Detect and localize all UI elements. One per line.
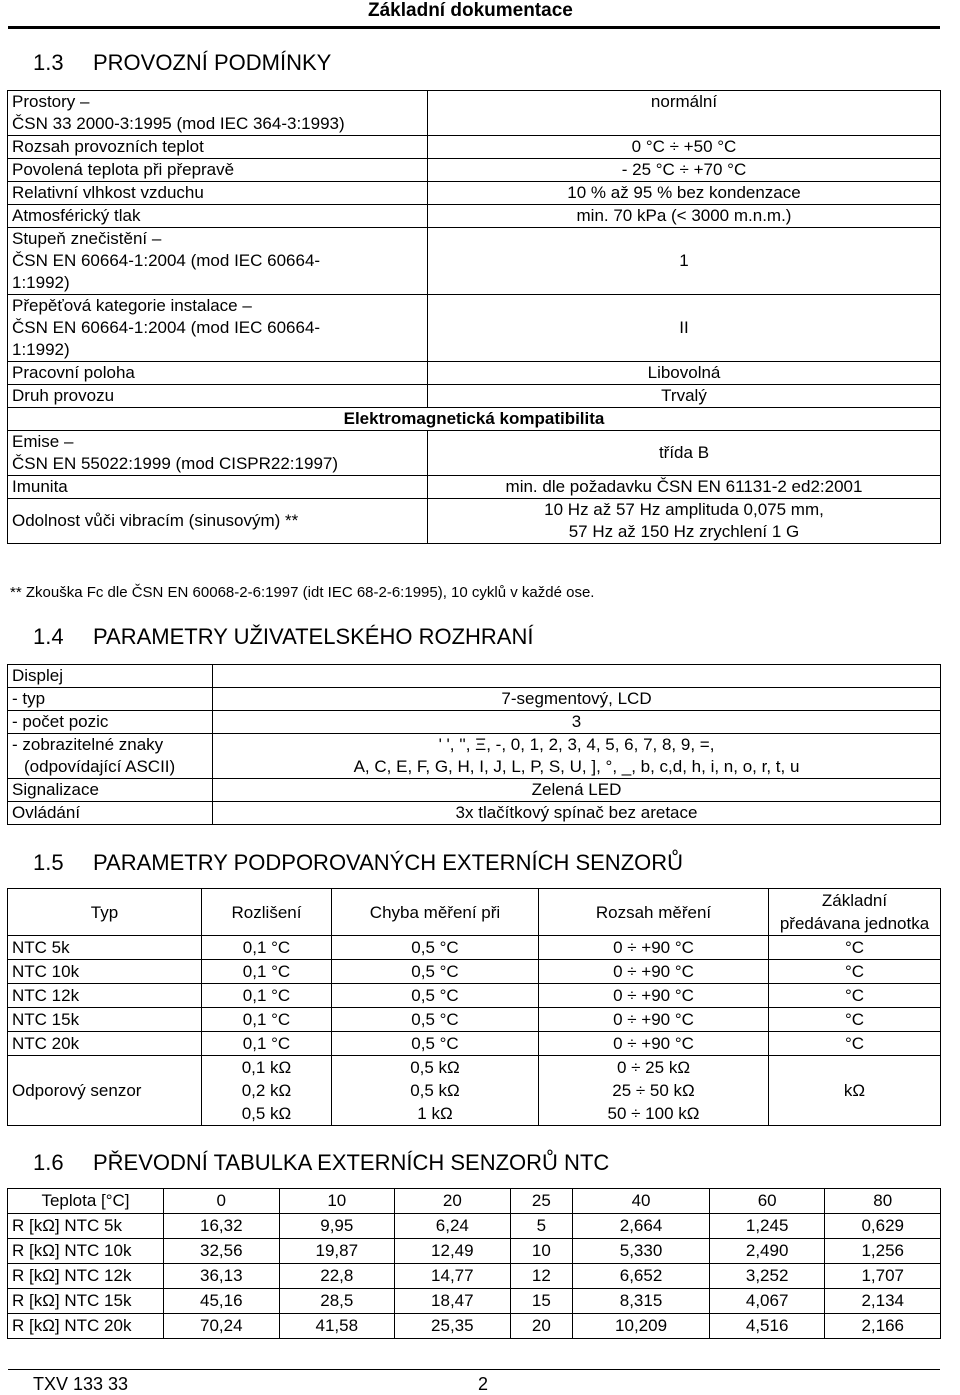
label-cell: Displej xyxy=(8,665,213,688)
label-cell: Přepěťová kategorie instalace – ČSN EN 60664-1:2004 (mod IEC 60664- 1:1992) xyxy=(8,295,428,362)
value-cell xyxy=(213,665,941,688)
cell: 18,47 xyxy=(395,1289,511,1314)
label-cell: Atmosférický tlak xyxy=(8,205,428,228)
cell: R [kΩ] NTC 5k xyxy=(8,1214,164,1239)
value-cell: ' ', '', Ξ, -, 0, 1, 2, 3, 4, 5, 6, 7, 8, 9, =, A, C, E, F, G, H, I, J, L, P, S, U, ], °, _, b, c,d, h, i, n, o, r, t, u xyxy=(213,734,941,779)
cell: NTC 10k xyxy=(8,960,202,984)
cell: kΩ xyxy=(769,1056,941,1126)
table-row xyxy=(8,960,941,984)
table-row xyxy=(8,1289,941,1314)
footer-rule xyxy=(8,1369,940,1370)
cell: 70,24 xyxy=(164,1314,280,1339)
label-cell: - zobrazitelné znaky (odpovídající ASCII) xyxy=(8,734,213,779)
table-row xyxy=(8,295,941,362)
table-row xyxy=(8,802,941,825)
cell: 15 xyxy=(510,1289,573,1314)
cell: 0 ÷ +90 °C xyxy=(539,936,769,960)
value-cell: 1 xyxy=(428,228,941,295)
column-header: Teplota [°C] xyxy=(8,1189,164,1214)
user-interface-table xyxy=(7,664,941,825)
value-cell: 3 xyxy=(213,711,941,734)
section-number: 1.4 xyxy=(33,624,64,649)
cell: Odporový senzor xyxy=(8,1056,202,1126)
cell: 0,1 °C xyxy=(202,1008,332,1032)
cell: °C xyxy=(769,984,941,1008)
table-row xyxy=(8,665,941,688)
cell: 10 xyxy=(510,1239,573,1264)
value-cell: min. dle požadavku ČSN EN 61131-2 ed2:2001 xyxy=(428,476,941,499)
cell: 0 ÷ +90 °C xyxy=(539,1008,769,1032)
section-title: PŘEVODNÍ TABULKA EXTERNÍCH SENZORŮ NTC xyxy=(93,1150,610,1175)
cell: NTC 12k xyxy=(8,984,202,1008)
cell: 12,49 xyxy=(395,1239,511,1264)
label-cell: Povolená teplota při přepravě xyxy=(8,159,428,182)
column-header: 40 xyxy=(573,1189,710,1214)
table-row xyxy=(8,1056,941,1126)
cell: 2,134 xyxy=(825,1289,941,1314)
column-header: 0 xyxy=(164,1189,280,1214)
cell: 2,166 xyxy=(825,1314,941,1339)
table-header-row xyxy=(8,1189,941,1214)
cell: 0,1 kΩ 0,2 kΩ 0,5 kΩ xyxy=(202,1056,332,1126)
cell: 16,32 xyxy=(164,1214,280,1239)
table-row xyxy=(8,136,941,159)
cell: 28,5 xyxy=(279,1289,395,1314)
label-cell: Imunita xyxy=(8,476,428,499)
value-cell: Trvalý xyxy=(428,385,941,408)
table-row xyxy=(8,91,941,136)
cell: 4,516 xyxy=(709,1314,825,1339)
ntc-conversion-table xyxy=(7,1188,941,1339)
label-cell: Stupeň znečistění – ČSN EN 60664-1:2004 (mod IEC 60664- 1:1992) xyxy=(8,228,428,295)
value-cell: 3x tlačítkový spínač bez aretace xyxy=(213,802,941,825)
cell: °C xyxy=(769,936,941,960)
cell: 0,5 °C xyxy=(332,984,539,1008)
cell: °C xyxy=(769,960,941,984)
cell: 2,664 xyxy=(573,1214,710,1239)
cell: 0,5 kΩ 0,5 kΩ 1 kΩ xyxy=(332,1056,539,1126)
section-1-5-heading xyxy=(33,850,683,876)
section-title: PARAMETRY PODPOROVANÝCH EXTERNÍCH SENZORŮ xyxy=(93,850,684,875)
table-row xyxy=(8,1214,941,1239)
cell: 0 ÷ +90 °C xyxy=(539,960,769,984)
cell: 0 ÷ +90 °C xyxy=(539,984,769,1008)
cell: 5 xyxy=(510,1214,573,1239)
cell: 9,95 xyxy=(279,1214,395,1239)
cell: 0,1 °C xyxy=(202,960,332,984)
label-cell: Druh provozu xyxy=(8,385,428,408)
table-row xyxy=(8,362,941,385)
table-row xyxy=(8,984,941,1008)
cell: 0,5 °C xyxy=(332,936,539,960)
table-row xyxy=(8,1264,941,1289)
value-cell: Libovolná xyxy=(428,362,941,385)
cell: °C xyxy=(769,1032,941,1056)
emc-subheading: Elektromagnetická kompatibilita xyxy=(8,408,941,431)
cell: 12 xyxy=(510,1264,573,1289)
cell: R [kΩ] NTC 15k xyxy=(8,1289,164,1314)
table-row xyxy=(8,159,941,182)
value-cell: 10 % až 95 % bez kondenzace xyxy=(428,182,941,205)
cell: 0,1 °C xyxy=(202,936,332,960)
cell: 14,77 xyxy=(395,1264,511,1289)
value-cell: třída B xyxy=(428,431,941,476)
cell: 1,707 xyxy=(825,1264,941,1289)
cell: 0 ÷ 25 kΩ 25 ÷ 50 kΩ 50 ÷ 100 kΩ xyxy=(539,1056,769,1126)
cell: R [kΩ] NTC 12k xyxy=(8,1264,164,1289)
table-row xyxy=(8,1032,941,1056)
column-header: 10 xyxy=(279,1189,395,1214)
document-header-title: Základní dokumentace xyxy=(368,0,573,21)
cell: 2,490 xyxy=(709,1239,825,1264)
column-header: 80 xyxy=(825,1189,941,1214)
value-cell: Zelená LED xyxy=(213,779,941,802)
cell: 20 xyxy=(510,1314,573,1339)
label-cell: Signalizace xyxy=(8,779,213,802)
table-row xyxy=(8,936,941,960)
table-header-row xyxy=(8,889,941,936)
section-number: 1.3 xyxy=(33,50,64,75)
table-row xyxy=(8,182,941,205)
cell: 6,652 xyxy=(573,1264,710,1289)
value-cell: min. 70 kPa (< 3000 m.n.m.) xyxy=(428,205,941,228)
footer-page-number: 2 xyxy=(478,1374,489,1394)
cell: 25,35 xyxy=(395,1314,511,1339)
column-header: Rozsah měření xyxy=(539,889,769,936)
cell: 32,56 xyxy=(164,1239,280,1264)
cell: 4,067 xyxy=(709,1289,825,1314)
label-cell: Rozsah provozních teplot xyxy=(8,136,428,159)
value-cell: II xyxy=(428,295,941,362)
cell: 0,5 °C xyxy=(332,1032,539,1056)
cell: 10,209 xyxy=(573,1314,710,1339)
cell: NTC 15k xyxy=(8,1008,202,1032)
footnote: ** Zkouška Fc dle ČSN EN 60068-2-6:1997 (idt IEC 68-2-6:1995), 10 cyklů v každé ose. xyxy=(10,584,595,601)
cell: °C xyxy=(769,1008,941,1032)
cell: 3,252 xyxy=(709,1264,825,1289)
cell: 1,245 xyxy=(709,1214,825,1239)
value-cell: 7-segmentový, LCD xyxy=(213,688,941,711)
table-row xyxy=(8,1314,941,1339)
section-1-6-heading xyxy=(33,1150,609,1176)
column-header: 60 xyxy=(709,1189,825,1214)
cell: NTC 20k xyxy=(8,1032,202,1056)
cell: 41,58 xyxy=(279,1314,395,1339)
cell: 5,330 xyxy=(573,1239,710,1264)
column-header: Typ xyxy=(8,889,202,936)
table-row xyxy=(8,1239,941,1264)
section-number: 1.6 xyxy=(33,1150,64,1175)
cell: 8,315 xyxy=(573,1289,710,1314)
table-row xyxy=(8,205,941,228)
cell: 36,13 xyxy=(164,1264,280,1289)
cell: 22,8 xyxy=(279,1264,395,1289)
cell: R [kΩ] NTC 10k xyxy=(8,1239,164,1264)
cell: 6,24 xyxy=(395,1214,511,1239)
column-header: 25 xyxy=(510,1189,573,1214)
column-header: Základní předávana jednotka xyxy=(769,889,941,936)
value-cell: - 25 °C ÷ +70 °C xyxy=(428,159,941,182)
cell: 0,629 xyxy=(825,1214,941,1239)
column-header: Chyba měření při xyxy=(332,889,539,936)
section-number: 1.5 xyxy=(33,850,64,875)
table-row xyxy=(8,408,941,431)
cell: 0,5 °C xyxy=(332,960,539,984)
table-row xyxy=(8,711,941,734)
value-cell: 10 Hz až 57 Hz amplituda 0,075 mm, 57 Hz až 150 Hz zrychlení 1 G xyxy=(428,499,941,544)
table-row xyxy=(8,734,941,779)
cell: 1,256 xyxy=(825,1239,941,1264)
label-cell: Relativní vlhkost vzduchu xyxy=(8,182,428,205)
cell: R [kΩ] NTC 20k xyxy=(8,1314,164,1339)
table-row xyxy=(8,1008,941,1032)
table-row xyxy=(8,385,941,408)
cell: 0,1 °C xyxy=(202,984,332,1008)
cell: 0 ÷ +90 °C xyxy=(539,1032,769,1056)
header-rule xyxy=(8,26,940,29)
label-cell: Odolnost vůči vibracím (sinusovým) ** xyxy=(8,499,428,544)
label-cell: Emise – ČSN EN 55022:1999 (mod CISPR22:1997) xyxy=(8,431,428,476)
section-title: PROVOZNÍ PODMÍNKY xyxy=(93,50,332,75)
footer-document-number: TXV 133 33 xyxy=(33,1374,129,1394)
value-cell: normální xyxy=(428,91,941,136)
section-title: PARAMETRY UŽIVATELSKÉHO ROZHRANÍ xyxy=(93,624,534,649)
column-header: 20 xyxy=(395,1189,511,1214)
table-row xyxy=(8,228,941,295)
cell: 19,87 xyxy=(279,1239,395,1264)
cell: 0,5 °C xyxy=(332,1008,539,1032)
table-row xyxy=(8,476,941,499)
cell: 45,16 xyxy=(164,1289,280,1314)
label-cell: Prostory – ČSN 33 2000-3:1995 (mod IEC 364-3:1993) xyxy=(8,91,428,136)
cell: 0,1 °C xyxy=(202,1032,332,1056)
sensor-parameters-table xyxy=(7,888,941,1126)
label-cell: Pracovní poloha xyxy=(8,362,428,385)
table-row xyxy=(8,431,941,476)
column-header: Rozlišení xyxy=(202,889,332,936)
label-cell: - počet pozic xyxy=(8,711,213,734)
label-cell: - typ xyxy=(8,688,213,711)
table-row xyxy=(8,779,941,802)
value-cell: 0 °C ÷ +50 °C xyxy=(428,136,941,159)
table-row xyxy=(8,688,941,711)
operating-conditions-table xyxy=(7,90,941,544)
cell: NTC 5k xyxy=(8,936,202,960)
label-cell: Ovládání xyxy=(8,802,213,825)
section-1-4-heading xyxy=(33,624,533,650)
table-row xyxy=(8,499,941,544)
section-1-3-heading xyxy=(33,50,331,76)
